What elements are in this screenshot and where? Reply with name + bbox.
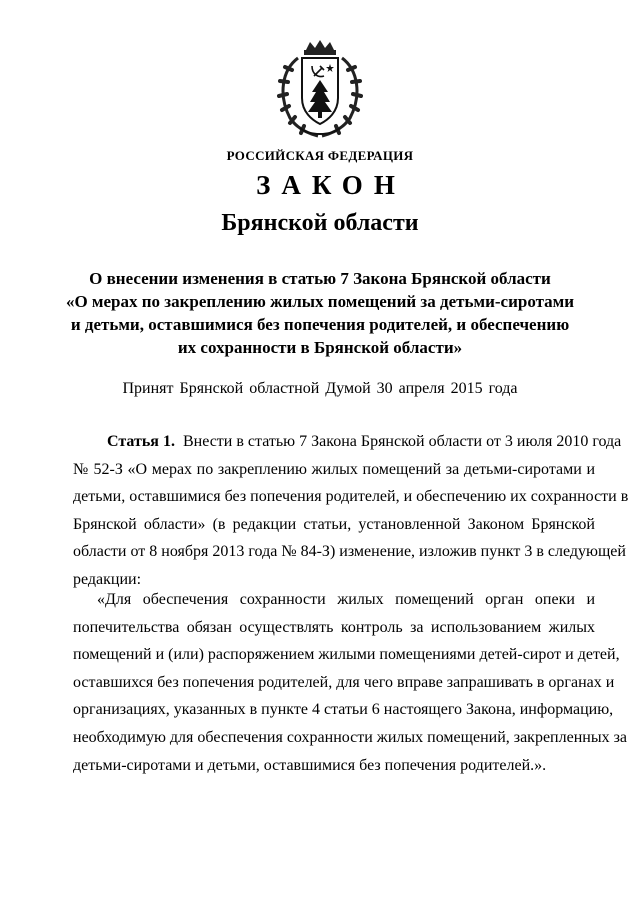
coat-of-arms-emblem: [268, 40, 372, 140]
article-line: редакции:: [73, 570, 142, 588]
quote-line: попечительства обязан осуществлять контроль за использованием жилых: [73, 618, 595, 636]
law-title: [0, 267, 640, 359]
quote-line: организациях, указанных в пункте 4 статьи 6 настоящего Закона, информацию,: [73, 701, 614, 719]
article-1: [73, 428, 629, 594]
adoption-statement: Принят Брянской областной Думой 30 апреля 2015 года: [122, 380, 518, 397]
title-line: О внесении изменения в статью 7 Закона Брянской области: [89, 269, 551, 288]
article-text: Внести в статью 7 Закона Брянской области от 3 июля 2010 года: [182, 433, 622, 450]
amendment-quote: [73, 586, 627, 779]
article-line: № 52-З «О мерах по закреплению жилых помещений за детьми-сиротами и: [73, 460, 595, 478]
article-line: Брянской области» (в редакции статьи, установленной Законом Брянской: [73, 515, 595, 533]
quote-line: необходимую для обеспечения сохранности жилых помещений, закрепленных за: [73, 728, 627, 746]
law-heading: ЗАКОН: [256, 170, 406, 200]
quote-line: оставшихся без попечения родителей, для чего вправе запрашивать в органах и: [73, 673, 615, 691]
article-line: области от 8 ноября 2013 года № 84-З) изменение, изложив пункт 3 в следующей: [73, 543, 626, 561]
quote-line: детьми-сиротами и детьми, оставшимися без попечения родителей.».: [73, 756, 547, 774]
region-heading: Брянской области: [221, 210, 419, 236]
federation-heading: РОССИЙСКАЯ ФЕДЕРАЦИЯ: [226, 148, 414, 163]
quote-line: помещений и (или) распоряжением жилыми помещениями детей-сирот и детей,: [73, 646, 620, 664]
quote-line: «Для обеспечения сохранности жилых помещений орган опеки и: [97, 591, 595, 608]
title-line: и детьми, оставшимися без попечения родителей, и обеспечению: [70, 315, 570, 334]
article-label: Статья 1.: [107, 433, 175, 450]
article-line: детьми, оставшимися без попечения родителей, и обеспечению их сохранности в: [73, 488, 629, 506]
article-line: [73, 428, 622, 456]
title-line: «О мерах по закреплению жилых помещений за детьми-сиротами: [65, 292, 575, 311]
title-line: их сохранности в Брянской области»: [177, 338, 463, 357]
